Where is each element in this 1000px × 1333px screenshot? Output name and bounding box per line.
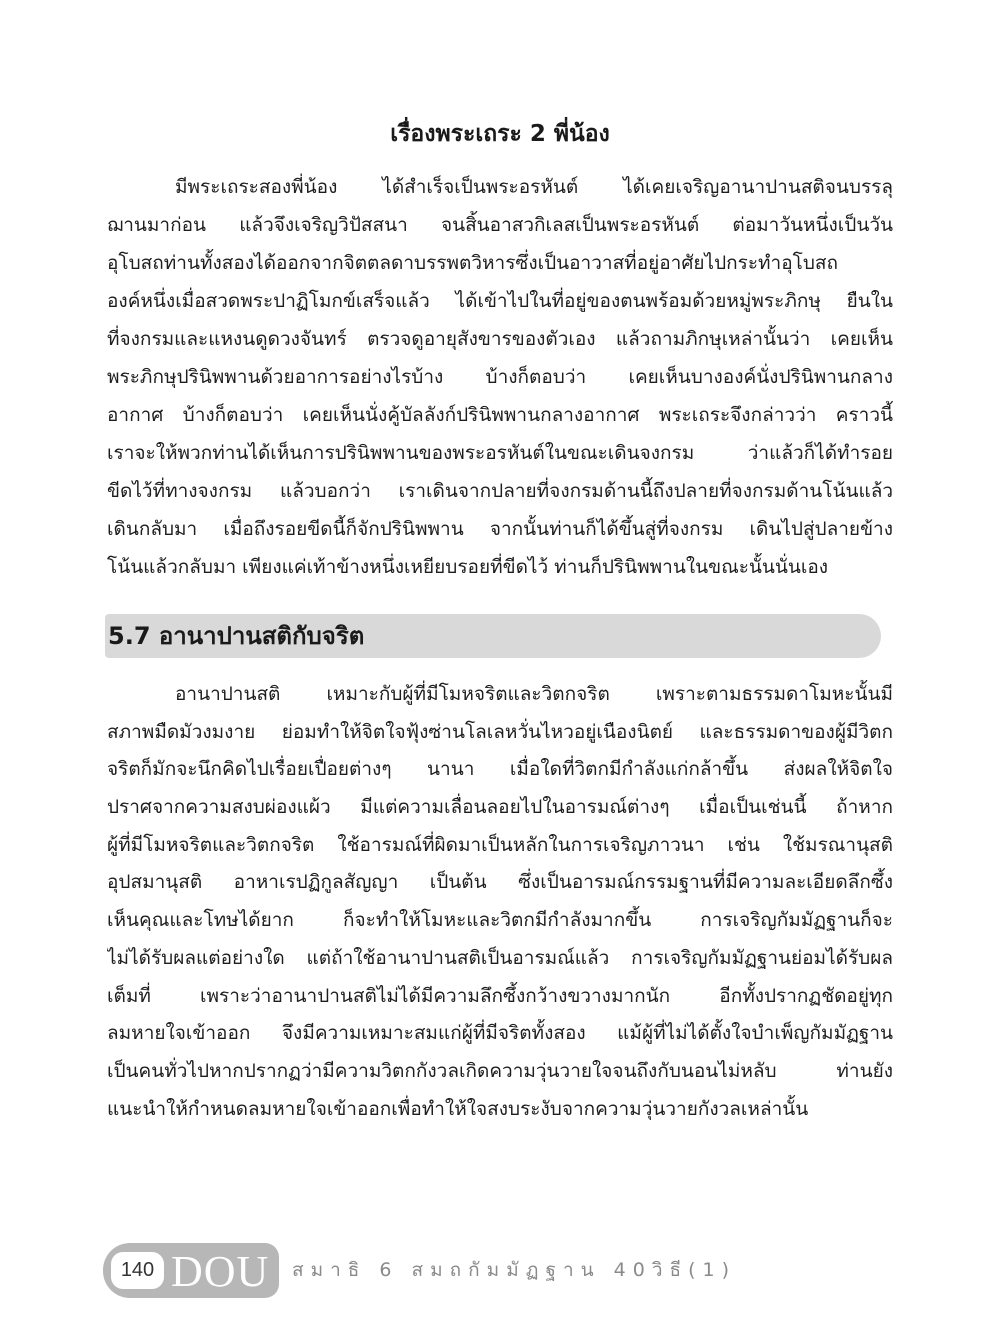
section-body-line: สภาพมืดมัวงมงาย ย่อมทำให้จิตใจฟุ้งซ่านโลเลหวั่นไหวอยู่เนืองนิตย์ และธรรมดาของผู้มีวิตก xyxy=(107,720,893,743)
story-line: ที่จงกรมและแหงนดูดวงจันทร์ ตรวจดูอายุสังขารของตัวเอง แล้วถามภิกษุเหล่านั้นว่า เคยเห็น xyxy=(107,328,893,350)
section-body-line: เห็นคุณและโทษได้ยาก ก็จะทำให้โมหะและวิตกมีกำลังมากขึ้น การเจริญกัมมัฏฐานก็จะ xyxy=(107,909,893,932)
footer-badge xyxy=(103,1243,279,1298)
story-line: อุโบสถท่านทั้งสองได้ออกจากจิตตลดาบรรพตวิหารซึ่งเป็นอาวาสที่อยู่อาศัยไปกระทำอุโบสถ xyxy=(107,252,839,274)
story-line: องค์หนึ่งเมื่อสวดพระปาฏิโมกข์เสร็จแล้ว ได้เข้าไปในที่อยู่ของตนพร้อมด้วยหมู่พระภิกษุ ยืนใน xyxy=(107,290,893,312)
section-body-line: เป็นคนทั่วไปหากปรากฏว่ามีความวิตกกังวลเกิดความวุ่นวายใจจนถึงกับนอนไม่หลับ ท่านยัง xyxy=(107,1059,893,1082)
section-body-line: เต็มที่ เพราะว่าอานาปานสติไม่ได้มีความลึกซึ้งกว้างขวางมากนัก อีกทั้งปรากฏชัดอยู่ทุก xyxy=(107,984,893,1007)
section-body-line: ปราศจากความสงบผ่องแผ้ว มีแต่ความเลื่อนลอยไปในอารมณ์ต่างๆ เมื่อเป็นเช่นนี้ ถ้าหาก xyxy=(107,796,893,819)
section-body-line: อานาปานสติ เหมาะกับผู้ที่มีโมหจริตและวิตกจริต เพราะตามธรรมดาโมหะนั้นมี xyxy=(175,683,893,705)
story-line: เดินกลับมา เมื่อถึงรอยขีดนี้ก็จักปรินิพพาน จากนั้นท่านก็ได้ขึ้นสู่ที่จงกรม เดินไปสู่ปลายข้าง xyxy=(107,518,893,540)
section-heading-bar xyxy=(105,614,881,658)
brand-logo: DOU xyxy=(171,1247,270,1296)
story-line: มีพระเถระสองพี่น้อง ได้สำเร็จเป็นพระอรหันต์ ได้เคยเจริญอานาปานสติจนบรรลุ xyxy=(175,176,893,198)
section-body-line: จริตก็มักจะนึกคิดไปเรื่อยเปื่อยต่างๆ นานา เมื่อใดที่วิตกมีกำลังแก่กล้าขึ้น ส่งผลให้จิตใจ xyxy=(107,758,893,781)
story-title: เรื่องพระเถระ 2 พี่น้อง xyxy=(390,121,610,147)
story-line: ขีดไว้ที่ทางจงกรม แล้วบอกว่า เราเดินจากปลายที่จงกรมด้านนี้ถึงปลายที่จงกรมด้านโน้นแล้ว xyxy=(107,480,893,502)
section-body-line: ไม่ได้รับผลแต่อย่างใด แต่ถ้าใช้อานาปานสติเป็นอารมณ์แล้ว การเจริญกัมมัฏฐานย่อมได้รับผล xyxy=(107,946,893,969)
section-body-line: อุปสมานุสติ อาหาเรปฏิกูลสัญญา เป็นต้น ซึ่งเป็นอารมณ์กรรมฐานที่มีความละเอียดลึกซึ้ง xyxy=(107,871,893,894)
story-line: อากาศ บ้างก็ตอบว่า เคยเห็นนั่งคู้บัลลังก์ปรินิพพานกลางอากาศ พระเถระจึงกล่าวว่า คราวนี้ xyxy=(107,404,893,426)
story-line: ฌานมาก่อน แล้วจึงเจริญวิปัสสนา จนสิ้นอาสวกิเลสเป็นพระอรหันต์ ต่อมาวันหนึ่งเป็นวัน xyxy=(107,214,893,236)
section-body-line: ผู้ที่มีโมหจริตและวิตกจริต ใช้อารมณ์ที่ผิดมาเป็นหลักในการเจริญภาวนา เช่น ใช้มรณานุสติ xyxy=(107,833,893,856)
story-line: โน้นแล้วกลับมา เพียงแค่เท้าข้างหนึ่งเหยียบรอยที่ขีดไว้ ท่านก็ปรินิพพานในขณะนั้นนั่นเอง xyxy=(107,556,829,578)
section-body-line: แนะนำให้กำหนดลมหายใจเข้าออกเพื่อทำให้ใจสงบระงับจากความวุ่นวายกังวลเหล่านั้น xyxy=(107,1097,809,1120)
running-footer-title: สมาธิ 6 สมถกัมมัฏฐาน 40วิธี(1) xyxy=(292,1259,737,1281)
story-paragraph xyxy=(107,168,893,586)
page-number: 140 xyxy=(111,1252,164,1289)
section-paragraph xyxy=(107,676,893,1128)
story-line: เราจะให้พวกท่านได้เห็นการปรินิพพานของพระอรหันต์ในขณะเดินจงกรม ว่าแล้วก็ได้ทำรอย xyxy=(107,442,893,464)
story-line: พระภิกษุปรินิพพานด้วยอาการอย่างไรบ้าง บ้างก็ตอบว่า เคยเห็นบางองค์นั่งปรินิพานกลาง xyxy=(107,366,893,388)
section-heading: 5.7 อานาปานสติกับจริต xyxy=(108,622,365,650)
section-body-line: ลมหายใจเข้าออก จึงมีความเหมาะสมแก่ผู้ที่มีจริตทั้งสอง แม้ผู้ที่ไม่ได้ตั้งใจบำเพ็ญกัมมัฏฐาน xyxy=(107,1022,893,1045)
